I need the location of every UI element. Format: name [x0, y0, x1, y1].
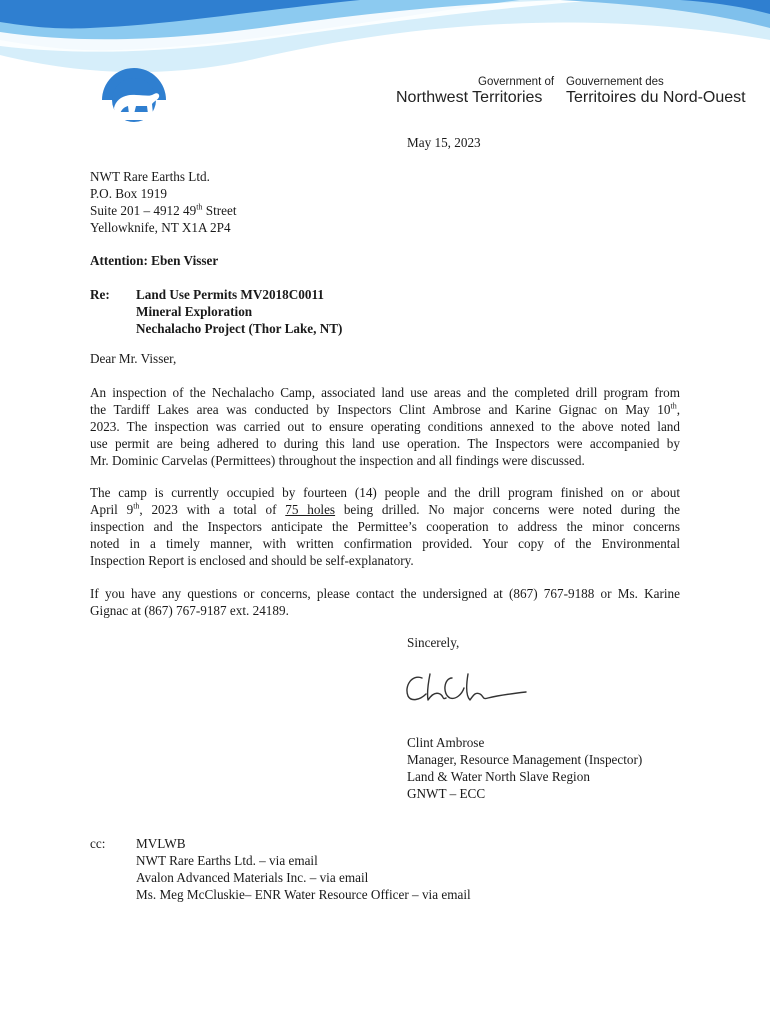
cc-item: MVLWB: [136, 836, 186, 851]
gov-en-name: Northwest Territories: [396, 89, 543, 106]
recipient-suite: Suite 201 – 4912 49th Street: [90, 202, 237, 218]
re-label: Re:: [90, 287, 110, 302]
closing: Sincerely,: [407, 635, 460, 650]
header-banner: [0, 0, 770, 130]
paragraph-contact: If you have any questions or concerns, please contact the undersigned at (867) 767-9188 or Ms. Karine Gignac at (867) 767-9187 ext. 24189.: [90, 586, 680, 618]
attention-line: Attention: Eben Visser: [90, 253, 219, 268]
cc-label: cc:: [90, 836, 106, 851]
cc-item: Avalon Advanced Materials Inc. – via email: [136, 870, 369, 885]
re-line-exploration: Mineral Exploration: [136, 304, 253, 319]
recipient-name: NWT Rare Earths Ltd.: [90, 169, 210, 184]
letter-date: May 15, 2023: [407, 135, 481, 150]
paragraph-camp: The camp is currently occupied by fourteen (14) people and the drill program finished on or about April 9th, 2023 with a total of 75 holes being drilled. No major concerns were noted during the inspection and the Inspectors anticipate the Permittee’s cooperation to address the minor concerns noted in a timely manner, with written confirmation provided. Your copy of the Environmental Inspection Report is enclosed and should be self-explanatory.: [90, 485, 681, 568]
re-line-project: Nechalacho Project (Thor Lake, NT): [136, 321, 343, 336]
re-line-permit: Land Use Permits MV2018C0011: [136, 287, 324, 302]
cc-item: NWT Rare Earths Ltd. – via email: [136, 853, 318, 868]
signer-block: [407, 734, 642, 802]
recipient-city: Yellowknife, NT X1A 2P4: [90, 220, 231, 235]
salutation: Dear Mr. Visser,: [90, 351, 177, 366]
signer-region: Land & Water North Slave Region: [407, 769, 590, 784]
recipient-po-box: P.O. Box 1919: [90, 186, 167, 201]
holes-count: 75 holes: [285, 502, 336, 517]
cc-item: Ms. Meg McCluskie– ENR Water Resource Officer – via email: [136, 887, 471, 902]
recipient-address: [90, 168, 237, 236]
nwt-polar-bear-logo: [102, 68, 166, 122]
signer-title: Manager, Resource Management (Inspector): [407, 752, 643, 767]
handwritten-signature: [400, 664, 530, 708]
gov-en-top: Government of: [478, 76, 555, 88]
paragraph-inspection: An inspection of the Nechalacho Camp, associated land use areas and the completed drill program from the Tardiff Lakes area was conducted by Inspectors Clint Ambrose and Karine Gignac on May 10th, 2023. The inspection was carried out to ensure operating conditions annexed to the above noted land use permit are being adhered to during this land use operation. The Inspectors were accompanied by Mr. Dominic Carvelas (Permittees) throughout the inspection and all findings were discussed.: [90, 385, 680, 468]
gov-fr-top: Gouvernement des: [566, 76, 664, 88]
cc-list: [136, 835, 471, 903]
signer-name: Clint Ambrose: [407, 735, 485, 750]
re-subject: [136, 286, 342, 337]
signer-department: GNWT – ECC: [407, 786, 486, 801]
gov-fr-name: Territoires du Nord-Ouest: [566, 89, 746, 106]
